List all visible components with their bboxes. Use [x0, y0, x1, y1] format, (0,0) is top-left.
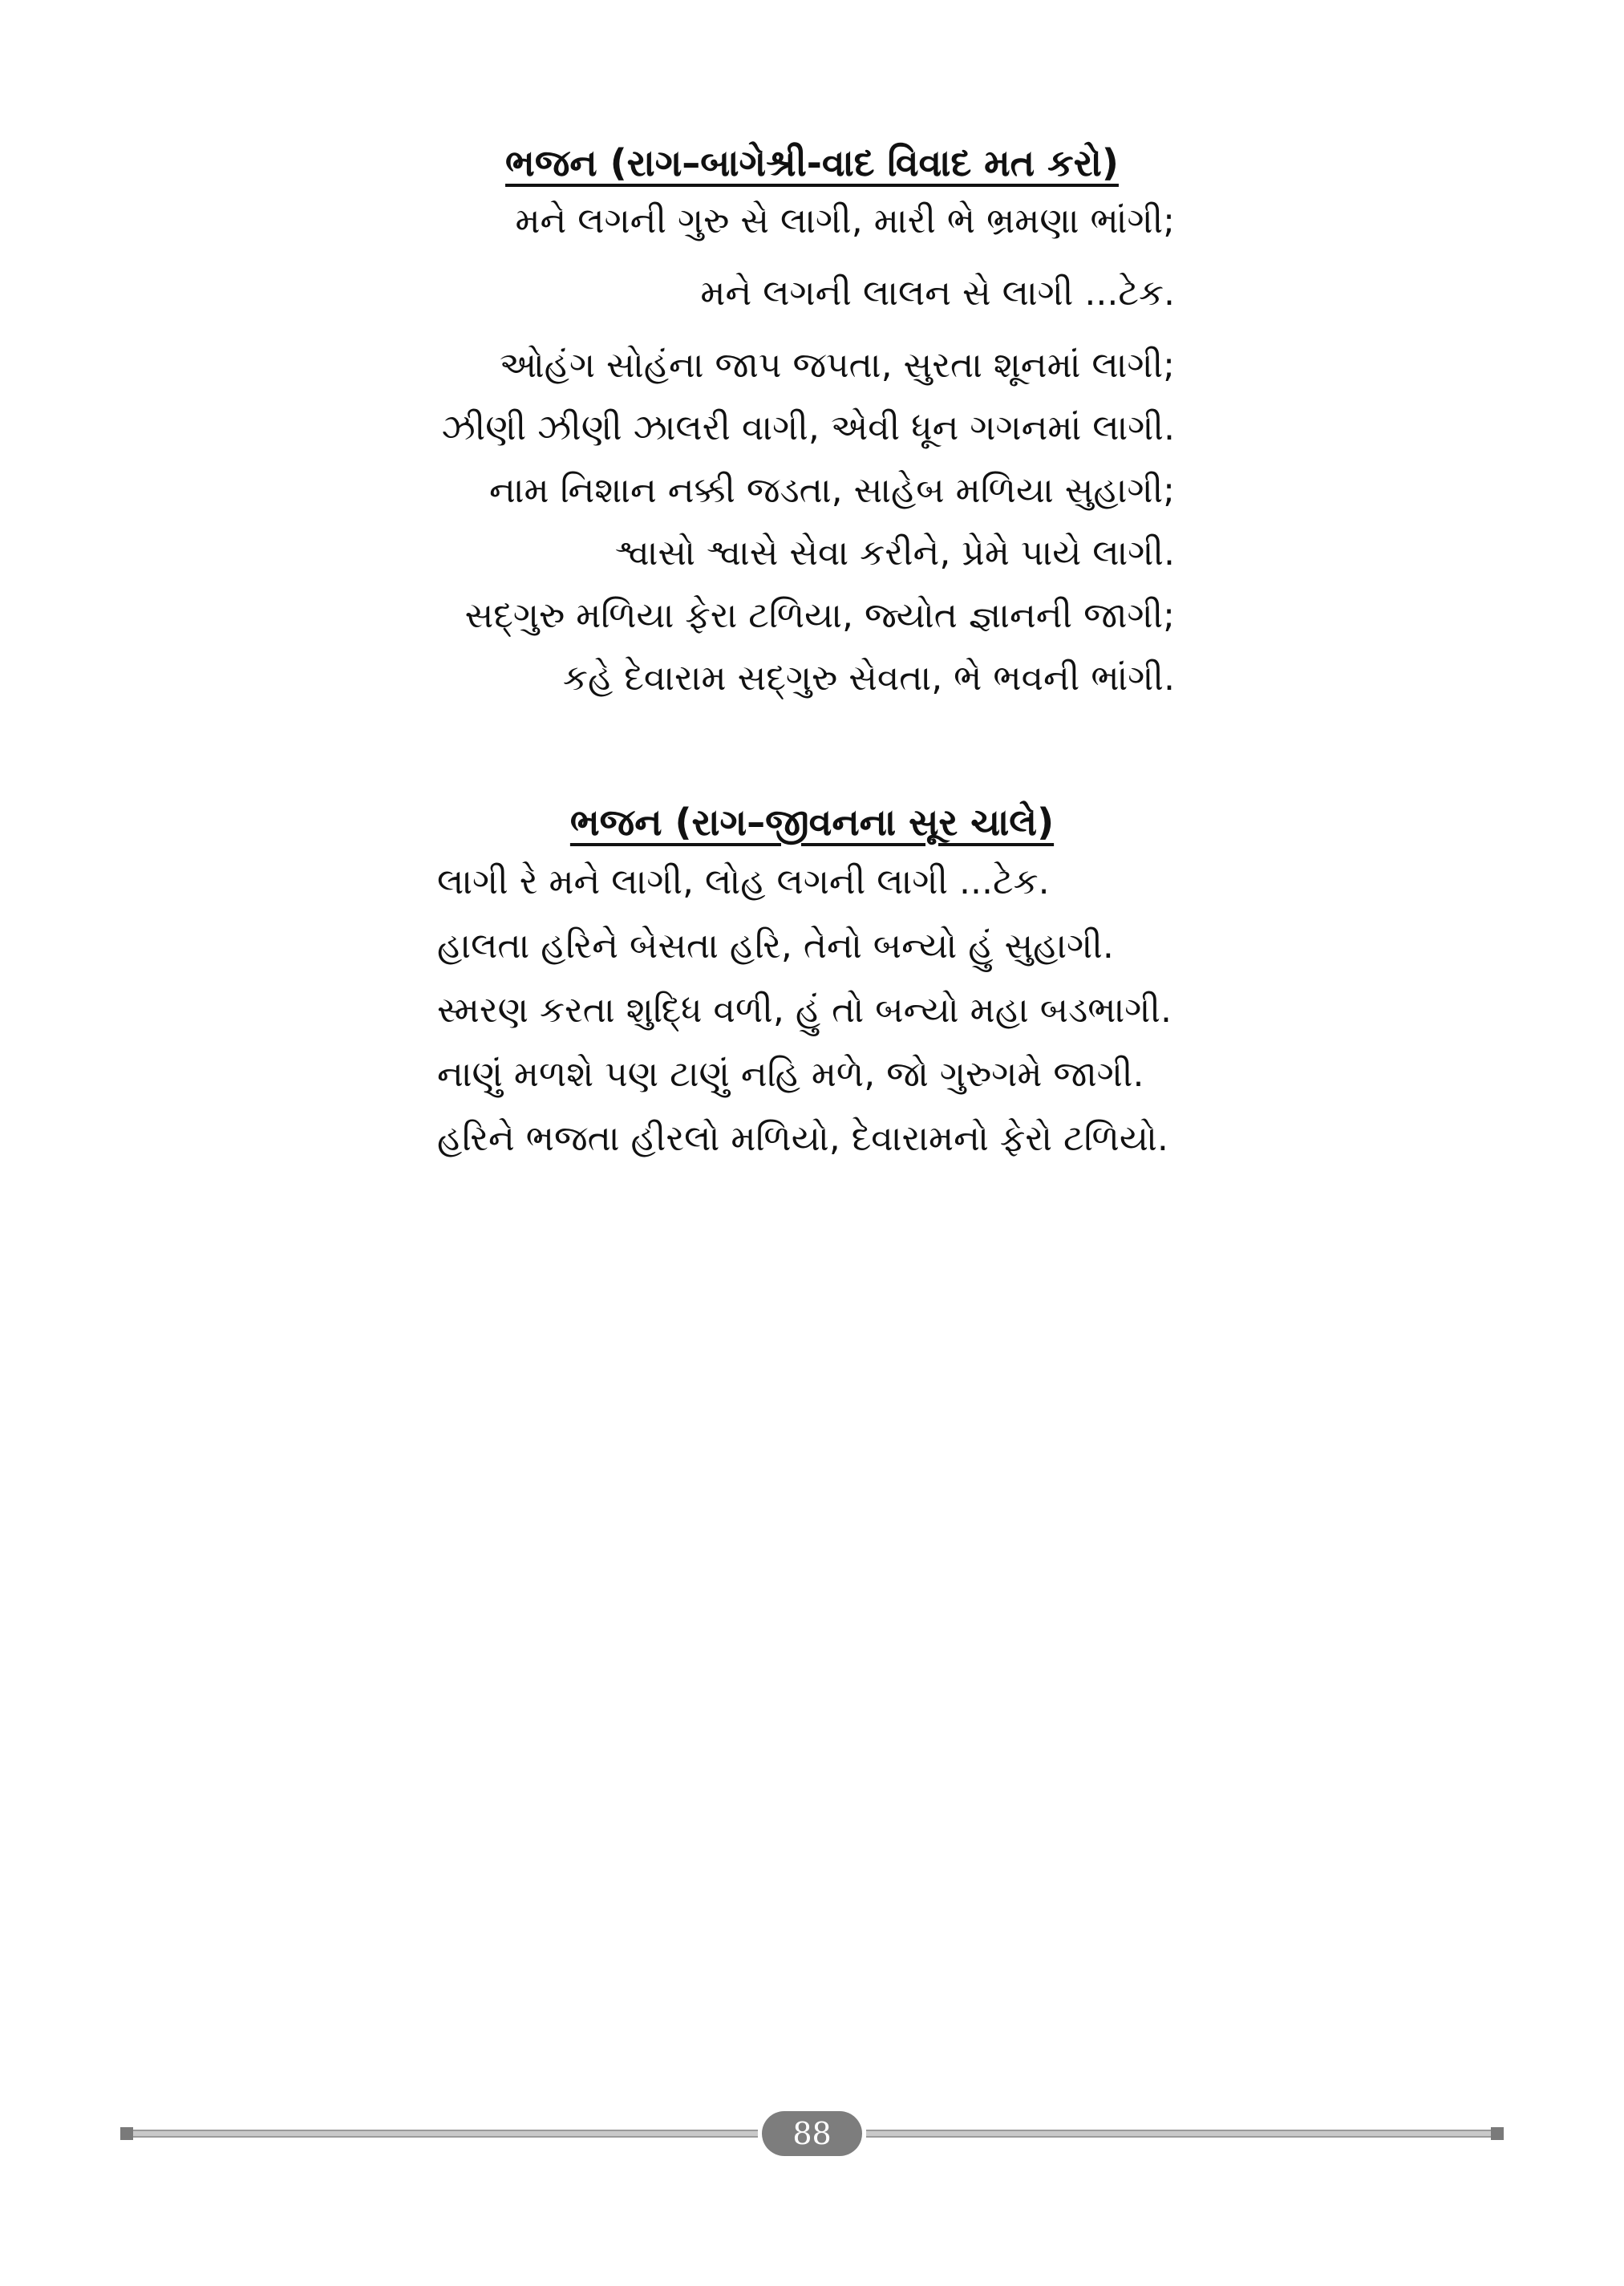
bhajan-1 — [0, 135, 1624, 699]
verse-line: નાણું મળશે પણ ટાણું નહિ મળે, જો ગુરુગમે જાગી. — [437, 1054, 1144, 1095]
verse-line: હરિને ભજતા હીરલો મળિયો, દેવારામનો ફેરો ટળિયો. — [437, 1118, 1168, 1159]
verse-line: નામ નિશાન નક્કી જડતા, સાહેબ મળિયા સુહાગી; — [488, 470, 1175, 511]
bhajan-1-title: ભજન (રાગ–બાગેશ્રી-વાદ વિવાદ મત કરો) — [505, 141, 1119, 184]
verse-line: સદ્‌ગુરુ મળિયા ફેરા ટળિયા, જ્યોત જ્ઞાનની જાગી; — [464, 595, 1175, 636]
verse-line: ઝીણી ઝીણી ઝાલરી વાગી, એવી ધૂન ગગનમાં લાગી. — [441, 407, 1175, 448]
bhajan-2-title: ભજન (રાગ–જીવનના સૂર ચાલે) — [569, 801, 1055, 844]
verse-line: ઓહંગ સોહંના જાપ જપતા, સુરતા શૂનમાં લાગી; — [499, 345, 1175, 386]
page-footer — [120, 2110, 1504, 2158]
footer-rule-left — [120, 2130, 758, 2138]
bhajan-2 — [0, 794, 1624, 1159]
verse-line: મને લગની ગુરુ સે લાગી, મારી ભે ભ્રમણા ભાંગી; — [515, 201, 1175, 241]
verse-line: કહે દેવારામ સદ્‌ગુરુ સેવતા, ભે ભવની ભાંગી. — [562, 658, 1175, 699]
verse-line: લાગી રે મને લાગી, લોહ લગની લાગી ...ટેક. — [437, 861, 1050, 902]
verse-line: મને લગની લાલન સે લાગી ...ટેક. — [700, 273, 1175, 314]
footer-rule-cap-left — [120, 2127, 133, 2140]
footer-rule-right — [866, 2130, 1504, 2138]
footer-rule-cap-right — [1491, 2127, 1504, 2140]
verse-line: શ્વાસો શ્વાસે સેવા કરીને, પ્રેમે પાયે લાગી. — [614, 533, 1175, 574]
verse-line: હાલતા હરિને બેસતા હરિ, તેનો બન્યો હું સુહાગી. — [437, 926, 1114, 967]
verse-line: સ્મરણ કરતા શુદ્ધિ વળી, હું તો બન્યો મહા બડભાગી. — [437, 990, 1172, 1031]
page-number: 88 — [762, 2111, 862, 2156]
